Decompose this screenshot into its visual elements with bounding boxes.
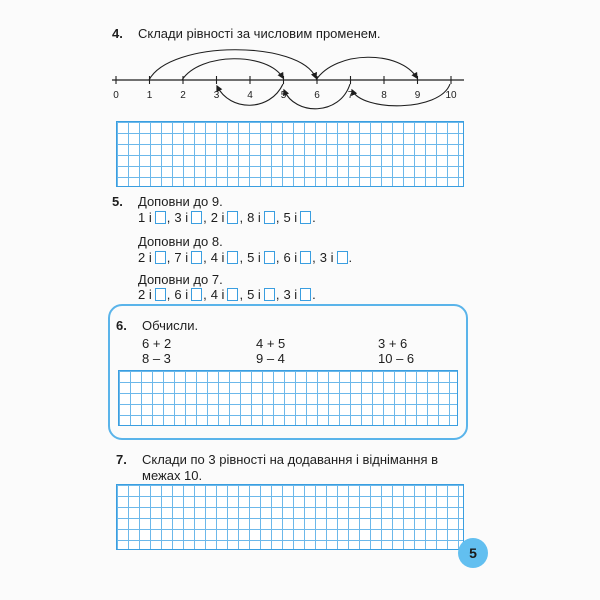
expression: 9 – 4 <box>256 351 285 366</box>
number-line-label: 3 <box>213 90 220 101</box>
exercise-5-title-9: Доповни до 9. <box>138 194 223 209</box>
expression: 10 – 6 <box>378 351 415 366</box>
complement-item-label: 4 і <box>210 250 225 265</box>
exercise-5-number: 5. <box>112 194 123 209</box>
number-line-label: 6 <box>314 90 320 101</box>
answer-box[interactable] <box>300 211 311 224</box>
number-line-label: 10 <box>445 90 457 101</box>
answer-box[interactable] <box>227 211 238 224</box>
exercise-6-instruction: Обчисли. <box>142 318 199 333</box>
number-line-label: 5 <box>280 90 287 101</box>
separator: , <box>203 287 207 302</box>
exercise-7-instruction-line2: межах 10. <box>142 468 203 483</box>
complement-item <box>211 250 247 265</box>
separator: , <box>166 287 171 302</box>
arc-2-to-5 <box>182 59 283 80</box>
expression: 3 + 6 <box>378 336 408 351</box>
complement-item-label: 1 і <box>138 210 152 225</box>
complement-item-label: 5 і <box>247 250 261 265</box>
answer-box[interactable] <box>227 288 238 301</box>
exercise-6-number: 6. <box>116 318 127 333</box>
complement-item-label: 5 і <box>247 287 261 302</box>
expression: 6 + 2 <box>142 336 172 351</box>
exercise-7-number: 7. <box>116 452 127 467</box>
answer-box[interactable] <box>264 251 275 264</box>
complement-item-label: 3 і <box>283 287 298 302</box>
number-line-label: 0 <box>113 90 119 101</box>
complement-item <box>174 210 210 225</box>
separator: , <box>166 250 171 265</box>
separator: . <box>312 287 316 302</box>
complement-item-label: 2 і <box>210 210 225 225</box>
complement-item <box>247 250 283 265</box>
separator: , <box>239 287 244 302</box>
separator: . <box>312 210 316 225</box>
complement-item <box>138 250 174 265</box>
separator: , <box>312 250 316 265</box>
complement-item-label: 8 і <box>247 210 261 225</box>
complement-item <box>247 287 283 302</box>
answer-box[interactable] <box>191 288 202 301</box>
exercise-5-title-8: Доповни до 8. <box>138 234 223 249</box>
number-line-label: 1 <box>146 90 153 101</box>
answer-box[interactable] <box>300 251 311 264</box>
complement-item <box>211 210 247 225</box>
complement-item <box>174 250 210 265</box>
exercise-7-instruction-line1: Склади по 3 рівності на додавання і віднімання в <box>142 452 439 467</box>
number-line-label: 9 <box>414 90 421 101</box>
complement-item <box>283 287 319 302</box>
answer-box[interactable] <box>264 211 275 224</box>
separator: , <box>203 250 207 265</box>
complement-item <box>211 287 247 302</box>
separator: , <box>203 210 207 225</box>
answer-box[interactable] <box>227 251 238 264</box>
separator: , <box>166 210 171 225</box>
complement-item <box>138 210 174 225</box>
separator: . <box>348 250 353 265</box>
complement-9-row <box>138 210 320 225</box>
expression: 4 + 5 <box>256 336 286 351</box>
separator: , <box>275 287 280 302</box>
complement-item <box>138 287 174 302</box>
number-line-label: 8 <box>381 90 387 101</box>
number-line-label: 2 <box>180 90 186 101</box>
answer-box[interactable] <box>337 251 348 264</box>
complement-item <box>320 250 356 265</box>
answer-box[interactable] <box>155 288 166 301</box>
complement-item-label: 3 і <box>174 210 189 225</box>
separator: , <box>275 250 280 265</box>
complement-item <box>247 210 283 225</box>
grid-exercise-7[interactable] <box>116 484 464 550</box>
complement-item <box>283 210 319 225</box>
expression: 8 – 3 <box>142 351 171 366</box>
answer-box[interactable] <box>264 288 275 301</box>
complement-7-row <box>138 287 320 302</box>
number-line-label: 4 <box>247 90 253 101</box>
complement-item <box>283 250 319 265</box>
complement-item-label: 4 і <box>210 287 225 302</box>
exercise-4-number: 4. <box>112 26 123 41</box>
number-line-label: 7 <box>347 90 354 101</box>
separator: , <box>239 210 244 225</box>
answer-box[interactable] <box>155 211 166 224</box>
complement-item-label: 2 і <box>138 250 152 265</box>
complement-8-row <box>138 250 356 265</box>
exercise-5-title-7: Доповни до 7. <box>138 272 223 287</box>
complement-item-label: 3 і <box>319 250 334 265</box>
complement-item-label: 6 і <box>174 287 189 302</box>
grid-exercise-6[interactable] <box>118 370 458 426</box>
answer-box[interactable] <box>155 251 166 264</box>
exercise-4-instruction: Склади рівності за числовим променем. <box>138 26 381 41</box>
complement-item-label: 5 і <box>283 210 298 225</box>
page-number-badge: 5 <box>458 538 488 568</box>
separator: , <box>275 210 280 225</box>
arc-6-to-9 <box>316 57 417 80</box>
answer-box[interactable] <box>191 251 202 264</box>
complement-item <box>174 287 210 302</box>
answer-box[interactable] <box>300 288 311 301</box>
grid-exercise-4[interactable] <box>116 121 464 187</box>
complement-item-label: 6 і <box>283 250 298 265</box>
complement-item-label: 2 і <box>138 287 152 302</box>
complement-item-label: 7 і <box>174 250 189 265</box>
arc-10-to-7 <box>352 84 450 106</box>
arc-1-to-6 <box>149 50 316 80</box>
answer-box[interactable] <box>191 211 202 224</box>
separator: , <box>239 250 244 265</box>
